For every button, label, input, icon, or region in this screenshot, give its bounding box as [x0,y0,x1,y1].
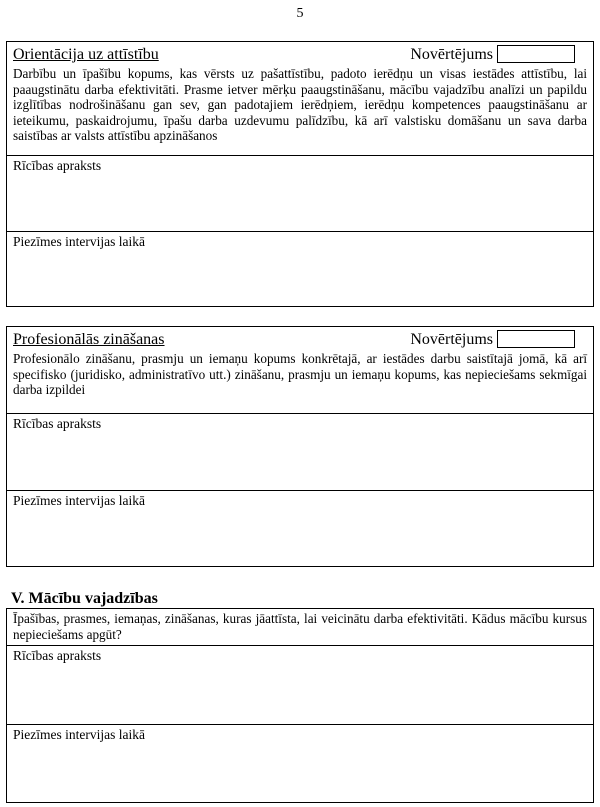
learning-needs-section [6,608,594,803]
learning-needs-heading: V. Mācību vajadzības [11,590,158,607]
action-description-field[interactable] [7,413,593,490]
action-description-label: Rīcības apraksts [13,158,102,173]
rating-label: Novērtējums [410,46,493,63]
interview-notes-field[interactable] [7,724,593,802]
rating-label: Novērtējums [410,331,493,348]
interview-notes-field[interactable] [7,490,593,566]
page-number: 5 [296,6,304,21]
section-title: Profesionālās zināšanas [13,331,165,348]
competency-section-development [6,41,594,307]
action-description-field[interactable] [7,155,593,231]
interview-notes-field[interactable] [7,231,593,306]
action-description-field[interactable] [7,645,593,724]
interview-notes-label: Piezīmes intervijas laikā [13,493,145,508]
interview-notes-label: Piezīmes intervijas laikā [13,234,145,249]
section-header [7,42,593,66]
section-description: Profesionālo zināšanu, prasmju un iemaņu kopums konkrētajā, ar iestādes darbu saistītajā jomā, kā arī specifisko (juridisko, administratīvo utt.) zināšanu, prasmju un iemaņu kopums, kas nepieciešams sekmīgai darba izpildei [13,351,587,397]
learning-needs-description: Īpašības, prasmes, iemaņas, zināšanas, kuras jāattīsta, lai veicinātu darba efektivitāti. Kādus mācību kursus nepieciešams apgūt? [13,611,587,642]
interview-notes-label: Piezīmes intervijas laikā [13,727,145,742]
section-header [7,327,593,351]
section-description: Darbību un īpašību kopums, kas vērsts uz pašattīstību, padoto ierēdņu un visas iestādes attīstību, lai paaugstinātu darba efektivitāti. Prasme ietver mērķu paaugstināšanu, mācību vajadzību analīzi un papildu izglītības nodrošināšanu gan sev, gan padotajiem ierēdņiem, ierēdņu kompetences paaugstināšanu ar ieteikumu, paskaidrojumu, īpašu darba uzdevumu palīdzību, kā arī valstisku domāšanu un sava darba saistības ar valsts attīstību apzināšanos [13,66,587,143]
action-description-label: Rīcības apraksts [13,416,102,431]
section-title: Orientācija uz attīstību [13,46,159,63]
action-description-label: Rīcības apraksts [13,648,102,663]
rating-input-box[interactable] [497,45,575,63]
rating-input-box[interactable] [497,330,575,348]
competency-section-professional-knowledge [6,326,594,567]
